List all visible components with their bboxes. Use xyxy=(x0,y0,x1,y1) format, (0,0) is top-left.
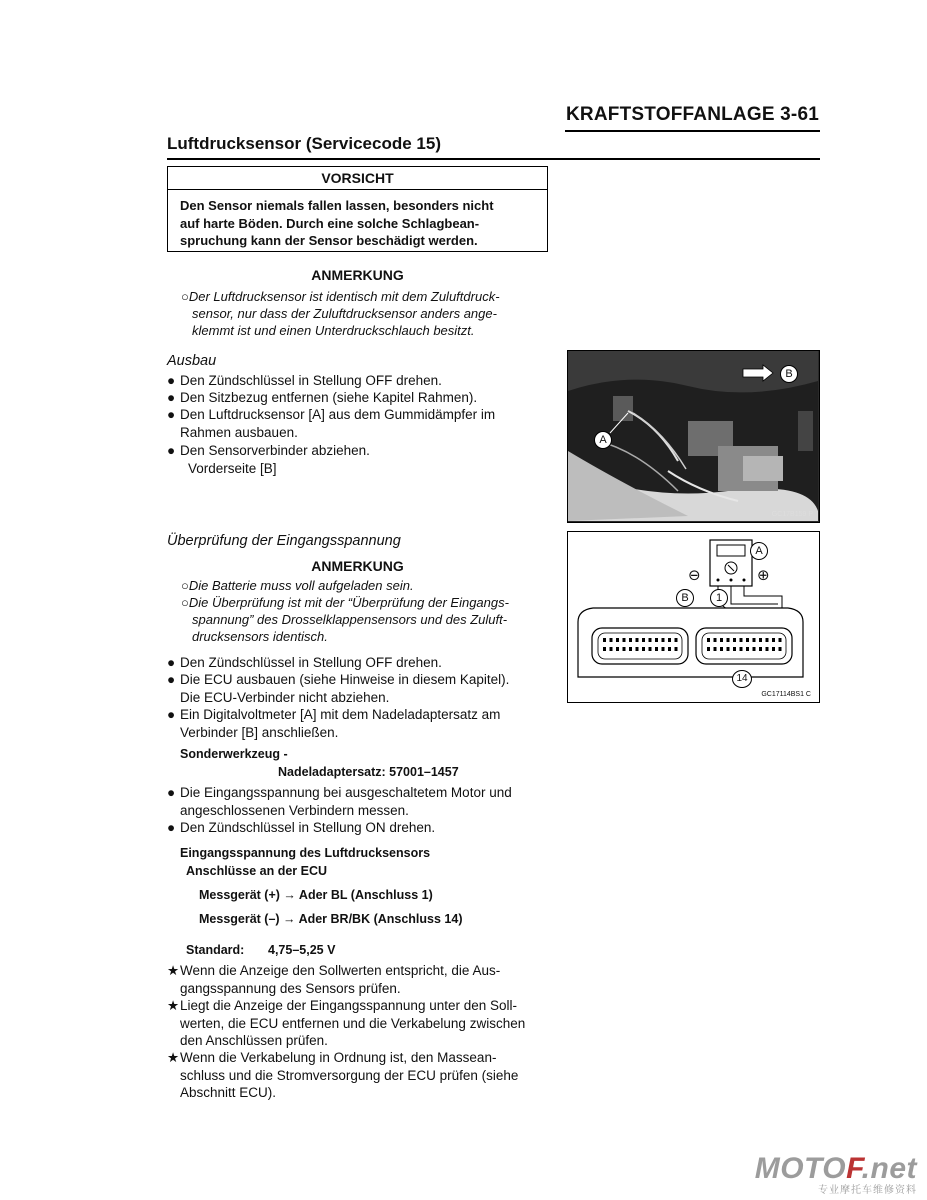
special-tool-label: Sonderwerkzeug - xyxy=(180,747,288,761)
note-line: spannung” des Drosselklappensensors und des Zuluft- xyxy=(192,612,508,627)
inspection-step xyxy=(167,671,548,706)
connector-pin xyxy=(675,638,678,642)
connector-pin xyxy=(740,647,743,651)
connector-pin xyxy=(720,638,723,642)
sensor-photo xyxy=(567,350,820,523)
watermark-suffix: .net xyxy=(861,1152,917,1185)
note-line: drucksensors identisch. xyxy=(192,629,328,644)
connector-pin xyxy=(623,647,626,651)
star-icon: ★ xyxy=(167,963,180,978)
connector-pin xyxy=(668,647,671,651)
connector-pin xyxy=(707,638,710,642)
figure2-minus-icon: ⊖ xyxy=(688,567,701,584)
caution-body xyxy=(168,190,547,250)
spec-meter-plus: Messgerät (+) → Ader BL (Anschluss 1) xyxy=(199,888,433,902)
bullet-icon: ● xyxy=(167,407,176,422)
step-text: Den Zündschlüssel in Stellung OFF drehen. xyxy=(180,655,442,670)
connector-pin xyxy=(753,647,756,651)
watermark-main: MOTO xyxy=(754,1152,847,1185)
section-title: Luftdrucksensor (Servicecode 15) xyxy=(167,134,441,153)
star-text: Liegt die Anzeige der Eingangsspannung unter den Soll- xyxy=(180,998,517,1013)
figure2-code: GC17114BS1 C xyxy=(761,691,811,698)
figure2-label-14: 14 xyxy=(732,670,752,688)
connector-pin xyxy=(727,638,730,642)
connector-pin xyxy=(759,638,762,642)
inspection-step xyxy=(167,784,548,819)
spec-subtitle: Anschlüsse an der ECU xyxy=(186,864,328,878)
figure2-label-1: 1 xyxy=(710,589,728,607)
connector-pin xyxy=(603,647,606,651)
connector-pin xyxy=(649,638,652,642)
connector-diagram-svg xyxy=(568,532,818,702)
caution-box xyxy=(167,166,548,252)
figure1-label-a: A xyxy=(594,431,612,449)
note-line: sensor, nur dass der Zuluftdrucksensor anders ange- xyxy=(192,306,497,321)
note-heading: ANMERKUNG xyxy=(311,267,404,283)
figure1-label-b: B xyxy=(780,365,798,383)
note-line: ○Der Luftdrucksensor ist identisch mit dem Zuluftdruck- xyxy=(181,289,500,304)
star-item xyxy=(167,962,548,997)
connector-pin xyxy=(655,638,658,642)
step-text: Den Zündschlüssel in Stellung ON drehen. xyxy=(180,820,436,835)
spec-meter-minus: Messgerät (–) → Ader BR/BK (Anschluss 14) xyxy=(199,912,463,926)
connector-pin xyxy=(740,638,743,642)
step-text: Den Sensorverbinder abziehen. xyxy=(180,443,370,458)
connector-diagram xyxy=(567,531,820,703)
bullet-icon: ● xyxy=(167,443,176,458)
standard-value: 4,75–5,25 V xyxy=(268,943,336,957)
bullet-icon: ● xyxy=(167,672,176,687)
connector-pin xyxy=(662,638,665,642)
step-text: Den Zündschlüssel in Stellung OFF drehen. xyxy=(180,373,442,388)
connector-pin xyxy=(772,647,775,651)
step-text: Die ECU ausbauen (siehe Hinweise in diesem Kapitel). xyxy=(180,672,510,687)
special-tool-value: Nadeladaptersatz: 57001–1457 xyxy=(278,765,459,779)
step-text: Verbinder [B] anschließen. xyxy=(180,724,339,740)
star-text: schluss und die Stromversorgung der ECU prüfen (siehe xyxy=(180,1067,519,1083)
star-text: den Anschlüssen prüfen. xyxy=(180,1033,328,1048)
connector-pin xyxy=(766,638,769,642)
connector-pin xyxy=(636,647,639,651)
step-text: Die Eingangsspannung bei ausgeschaltetem Motor und xyxy=(180,785,512,800)
connector-pin xyxy=(610,638,613,642)
standard-label: Standard: xyxy=(186,943,245,957)
removal-step xyxy=(167,389,548,407)
caution-line: spruchung kann der Sensor beschädigt werden. xyxy=(180,233,478,248)
star-item xyxy=(167,1049,548,1102)
watermark-accent: F xyxy=(846,1152,862,1185)
connector-pin xyxy=(714,638,717,642)
connector-pin xyxy=(727,647,730,651)
removal-step xyxy=(167,372,548,390)
connector-pin xyxy=(753,638,756,642)
removal-sub-line: Vorderseite [B] xyxy=(188,461,277,476)
bullet-icon: ● xyxy=(167,373,176,388)
connector-pin xyxy=(662,647,665,651)
figure2-plus-icon: ⊕ xyxy=(757,567,770,584)
star-item xyxy=(167,997,548,1050)
inspection-step xyxy=(167,706,548,741)
caution-heading: VORSICHT xyxy=(168,167,547,190)
connector-pin xyxy=(623,638,626,642)
note-line: ○Die Batterie muss voll aufgeladen sein. xyxy=(181,578,414,593)
removal-heading: Ausbau xyxy=(167,353,217,369)
bullet-icon: ● xyxy=(167,707,176,722)
connector-pin xyxy=(772,638,775,642)
star-text: werten, die ECU entfernen und die Verkabelung zwischen xyxy=(180,1015,526,1031)
inspection-step xyxy=(167,654,548,672)
connector-pin xyxy=(603,638,606,642)
spec-title: Eingangsspannung des Luftdrucksensors xyxy=(180,846,431,860)
inspection-step xyxy=(167,819,548,837)
connector-pin xyxy=(746,647,749,651)
removal-step xyxy=(167,442,548,460)
star-text: Abschnitt ECU). xyxy=(180,1085,277,1100)
star-text: Wenn die Anzeige den Sollwerten entspricht, die Aus- xyxy=(180,963,501,978)
connector-pin xyxy=(655,647,658,651)
section-rule xyxy=(167,158,820,160)
connector-pin xyxy=(668,638,671,642)
caution-line: auf harte Böden. Durch eine solche Schlagbean- xyxy=(180,215,480,231)
connector-pin xyxy=(779,638,782,642)
header-rule xyxy=(565,130,820,132)
connector-pin xyxy=(629,638,632,642)
note-line: ○Die Überprüfung ist mit der “Überprüfung der Eingangs- xyxy=(181,595,509,610)
step-text: Den Sitzbezug entfernen (siehe Kapitel Rahmen). xyxy=(180,390,478,405)
connector-pin xyxy=(636,638,639,642)
connector-pin xyxy=(642,638,645,642)
connector-pin xyxy=(675,647,678,651)
removal-step xyxy=(167,406,548,441)
connector-pin xyxy=(720,647,723,651)
connector-pin xyxy=(649,647,652,651)
connector-pin xyxy=(642,647,645,651)
watermark-subtitle: 专业摩托车维修资料 xyxy=(818,1185,917,1196)
figure1-code: GC17B159 P xyxy=(771,511,813,518)
connector-pin xyxy=(746,638,749,642)
inspection-note-heading: ANMERKUNG xyxy=(311,558,404,574)
step-text: Rahmen ausbauen. xyxy=(180,424,298,440)
step-text: angeschlossenen Verbindern messen. xyxy=(180,802,409,818)
connector-pin xyxy=(779,647,782,651)
bullet-icon: ● xyxy=(167,820,176,835)
connector-pin xyxy=(616,647,619,651)
connector-pin xyxy=(610,647,613,651)
bullet-icon: ● xyxy=(167,785,176,800)
note-line: klemmt ist und einen Unterdruckschlauch besitzt. xyxy=(192,323,475,338)
step-text: Den Luftdrucksensor [A] aus dem Gummidämpfer im xyxy=(180,407,496,422)
connector-pin xyxy=(616,638,619,642)
figure2-label-b: B xyxy=(676,589,694,607)
star-text: Wenn die Verkabelung in Ordnung ist, den Massean- xyxy=(180,1050,497,1065)
star-icon: ★ xyxy=(167,998,180,1013)
connector-pin xyxy=(733,647,736,651)
connector-pin xyxy=(733,638,736,642)
star-text: gangsspannung des Sensors prüfen. xyxy=(180,980,401,996)
bullet-icon: ● xyxy=(167,655,176,670)
figure2-label-a: A xyxy=(750,542,768,560)
connector-pin xyxy=(714,647,717,651)
inspection-heading: Überprüfung der Eingangsspannung xyxy=(167,533,401,549)
connector-pin xyxy=(629,647,632,651)
connector-pin xyxy=(759,647,762,651)
step-text: Ein Digitalvoltmeter [A] mit dem Nadeladaptersatz am xyxy=(180,707,501,722)
step-text: Die ECU-Verbinder nicht abziehen. xyxy=(180,689,390,705)
star-icon: ★ xyxy=(167,1050,180,1065)
connector-pin xyxy=(707,647,710,651)
connector-pin xyxy=(766,647,769,651)
bullet-icon: ● xyxy=(167,390,176,405)
caution-line: Den Sensor niemals fallen lassen, besonders nicht xyxy=(180,198,494,213)
page-header-title: KRAFTSTOFFANLAGE 3-61 xyxy=(566,104,819,125)
